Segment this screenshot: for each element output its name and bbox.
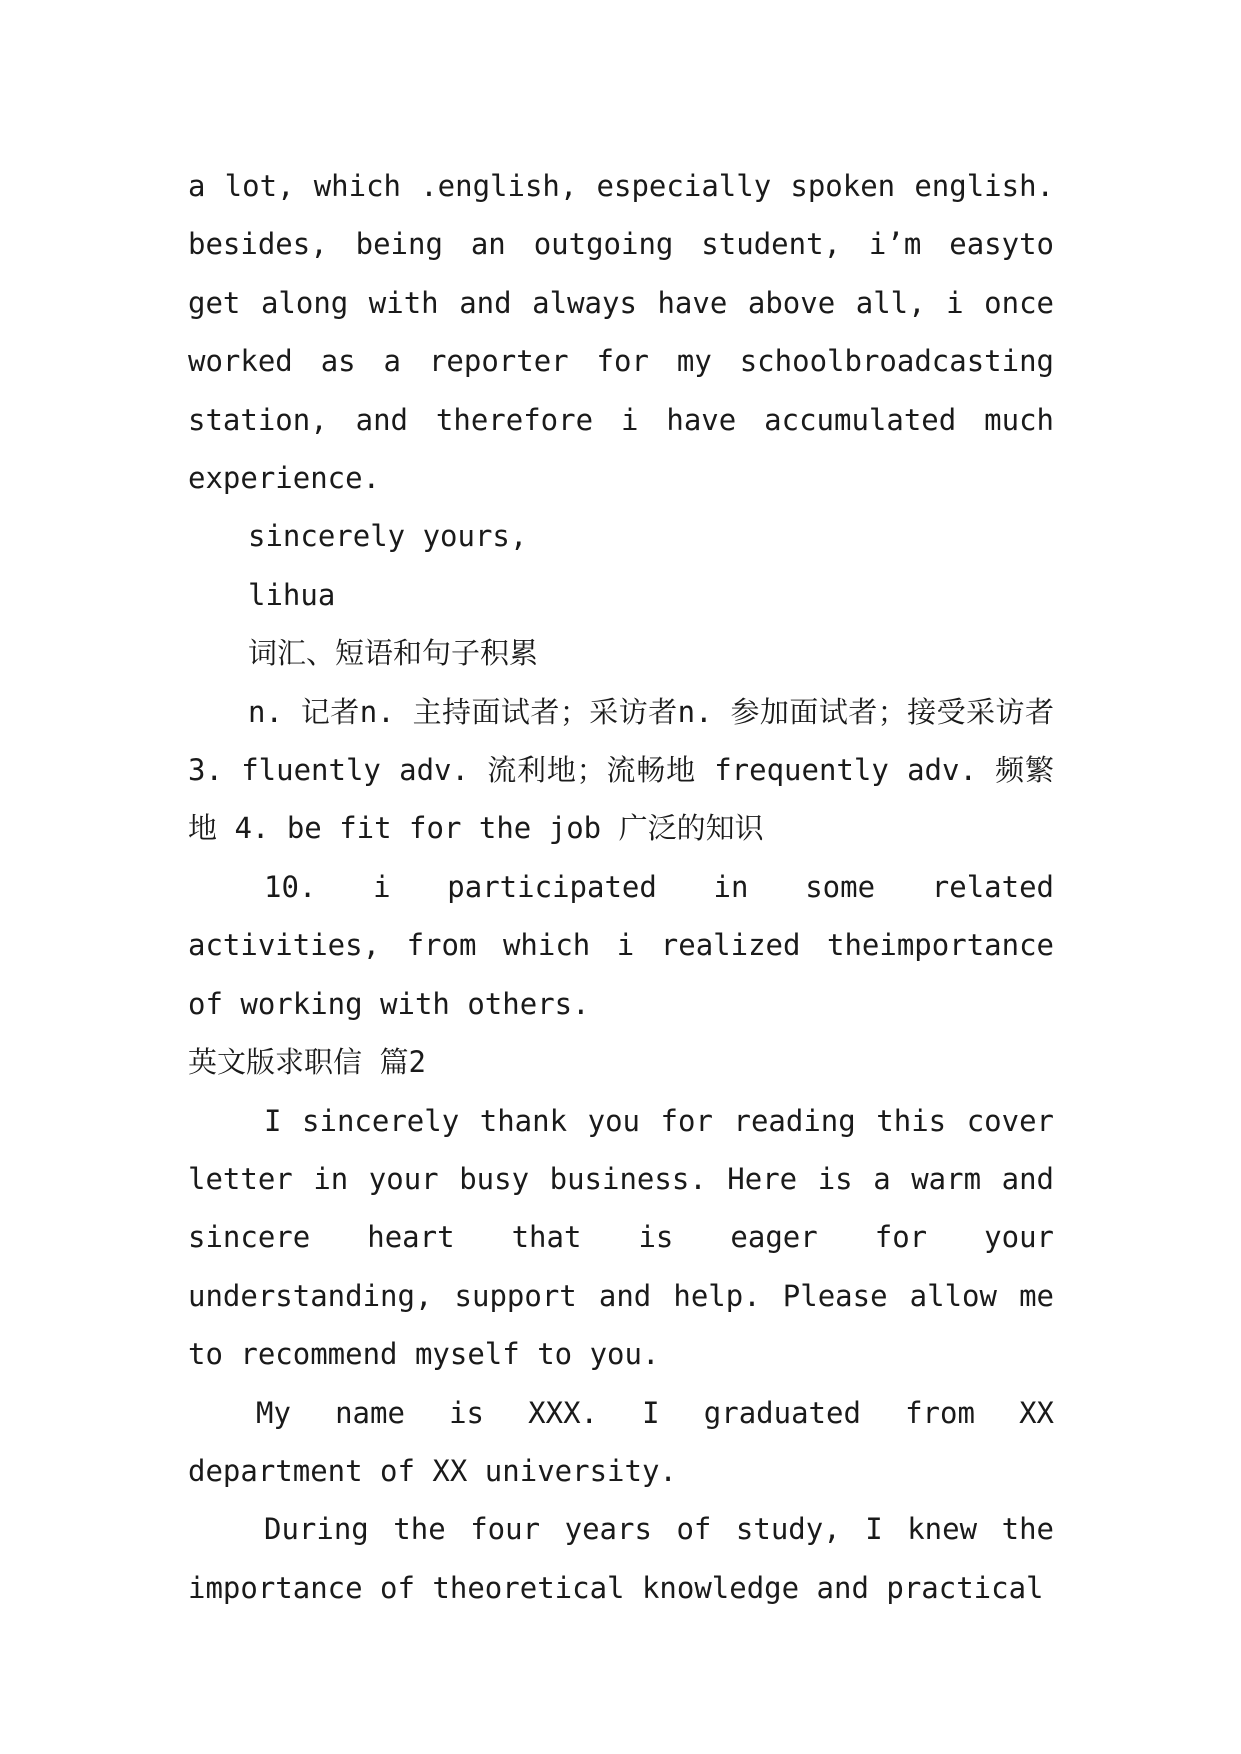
paragraph-study: During the four years of study, I knew the importance of theoretical knowledge and practical — [188, 1512, 1054, 1605]
paragraph-name: My name is XXX. I graduated from XX department of XX university. — [188, 1395, 1054, 1488]
signature-name: lihua — [248, 577, 336, 612]
paragraph-intro: I sincerely thank you for reading this cover letter in your busy business. Here is a warm and sincere heart that is eager for your understanding, support and help. Please allow me to recommend myself to you. — [188, 1103, 1054, 1372]
closing-line: sincerely yours, — [248, 519, 528, 554]
paragraph-experience: a lot, which .english, especially spoken english. besides, being an outgoing student, i’m easyto get along with and always have above all, i once worked as a reporter for my schoolbroadcasting station, and therefore i have accumulated much experience. — [188, 169, 1054, 496]
paragraph-sentence-10: 10. i participated in some related activities, from which i realized theimportance of working with others. — [188, 869, 1054, 1021]
section-heading-vocabulary: 词汇、短语和句子积累 — [248, 636, 539, 671]
section-heading-letter-2: 英文版求职信 篇2 — [188, 1045, 426, 1080]
paragraph-vocabulary: n. 记者n. 主持面试者；采访者n. 参加面试者；接受采访者 3. fluently adv. 流利地；流畅地 frequently adv. 频繁地 4. be fit for the job 广泛的知识 — [188, 694, 1054, 846]
document-body — [188, 157, 1054, 1617]
